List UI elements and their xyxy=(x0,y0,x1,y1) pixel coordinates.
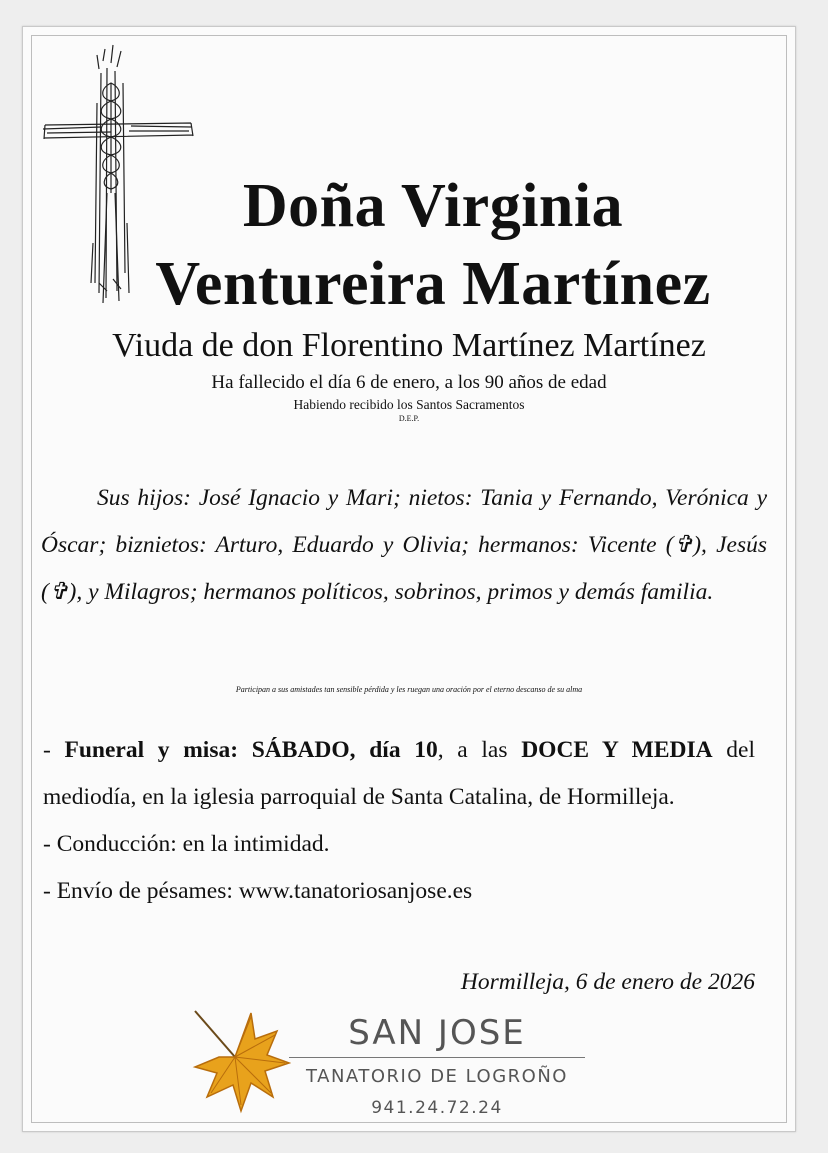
family-text-3: ), y Milagros; hermanos políticos, sobrinos, primos y demás familia. xyxy=(68,579,714,605)
autumn-leaf-icon xyxy=(191,1005,291,1115)
cross-icon: ✞ xyxy=(673,532,694,558)
place-date: Hormilleja, 6 de enero de 2026 xyxy=(460,969,755,995)
deceased-name xyxy=(123,167,743,323)
obituary-card xyxy=(22,26,796,1132)
brand-subtitle: TANATORIO DE LOGROÑO xyxy=(306,1066,568,1087)
conduccion-info: - Conducción: en la intimidad. xyxy=(43,831,330,857)
family-text-1: Sus hijos: José Ignacio y Mari; nietos: Tania y Fernando, Verónica y Óscar; biznietos: Arturo, Eduardo y Olivia; hermanos: Vicente ( xyxy=(41,485,767,558)
cross-icon: ✞ xyxy=(48,579,69,605)
family-paragraph xyxy=(41,475,767,616)
dep-text: D.E.P. xyxy=(398,414,420,423)
widow-of: Viuda de don Florentino Martínez Martínez xyxy=(112,327,706,364)
funeral-home-logo xyxy=(289,1013,585,1118)
name-line-2: Ventureira Martínez xyxy=(155,250,711,318)
funeral-mid: , a las xyxy=(437,737,522,763)
sacraments-text: Habiendo recibido los Santos Sacramentos xyxy=(293,397,525,412)
passed-away-text: Ha fallecido el día 6 de enero, a los 90 años de edad xyxy=(211,372,607,393)
name-line-1: Doña Virginia xyxy=(242,172,624,240)
condolences-info: - Envío de pésames: www.tanatoriosanjose.es xyxy=(43,878,473,904)
funeral-day: SÁBADO, día 10 xyxy=(251,737,438,763)
funeral-info xyxy=(43,727,755,821)
funeral-time: DOCE Y MEDIA xyxy=(521,737,713,763)
funeral-label: Funeral y misa: xyxy=(64,737,239,763)
participation-text: Participan a sus amistades tan sensible pérdida y les ruegan una oración por el eterno descanso de su alma xyxy=(235,685,583,694)
logo-divider xyxy=(289,1057,585,1058)
funeral-rest: del mediodía, en la iglesia parroquial de Santa Catalina, de Hormilleja. xyxy=(43,737,755,810)
funeral-dash: - xyxy=(43,737,65,763)
family-text-2: ), Jesús ( xyxy=(41,532,767,605)
phone-number: 941.24.72.24 xyxy=(371,1098,503,1118)
service-details xyxy=(43,727,755,915)
brand-name: SAN JOSE xyxy=(348,1013,526,1053)
